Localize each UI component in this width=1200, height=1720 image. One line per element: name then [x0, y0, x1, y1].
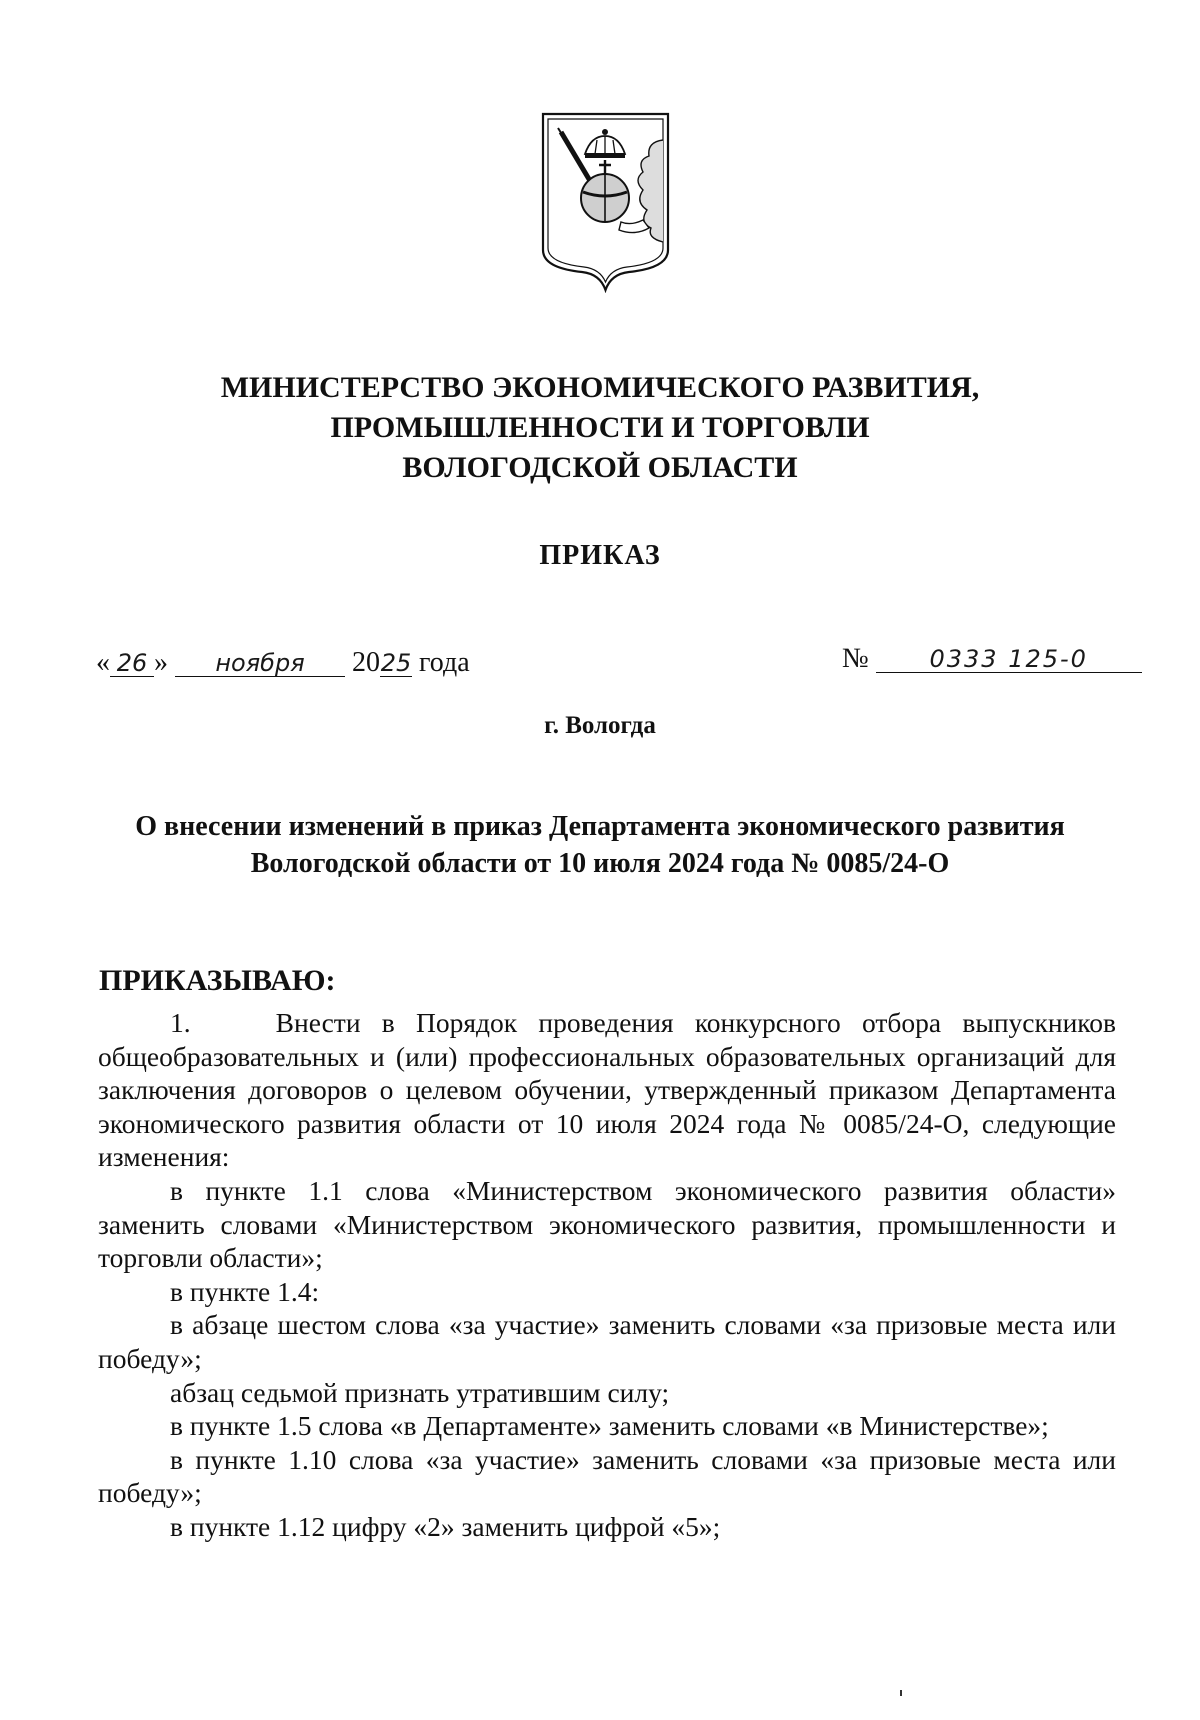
ministry-name-line-2: ПРОМЫШЛЕННОСТИ И ТОРГОВЛИ [330, 411, 870, 444]
body-paragraph: в пункте 1.12 цифру «2» заменить цифрой «5»; [170, 1510, 721, 1542]
date-open-quote: « [96, 647, 110, 678]
vologda-coat-of-arms-icon [539, 110, 672, 293]
order-verb: ПРИКАЗЫВАЮ: [99, 964, 336, 997]
ministry-name-line-3: ВОЛОГОДСКОЙ ОБЛАСТИ [402, 451, 798, 484]
ministry-name-line-1: МИНИСТЕРСТВО ЭКОНОМИЧЕСКОГО РАЗВИТИЯ, [220, 371, 980, 404]
body-paragraph: в пункте 1.5 слова «в Департаменте» заменить словами «в Министерстве»; [170, 1410, 1049, 1442]
number-label: № [842, 643, 869, 674]
ministry-name [100, 368, 1100, 488]
document-body [98, 1006, 1116, 1544]
document-city: г. Вологда [544, 712, 656, 739]
date-year-suffix: 25 [380, 649, 412, 677]
number-value: 0333 125-0 [876, 646, 1142, 673]
date-year-prefix: 20 [352, 647, 380, 678]
body-paragraph: 1. Внести в Порядок проведения конкурсного отбора выпускников общеобразовательных и (или) профессиональных образовательных организаций для заключения договоров о целевом обучении, утвержденный приказом Департамента экономического развития области от 10 июля 2024 года № 0085/24-О, следующие изменения: [98, 1007, 1116, 1173]
subject-line-1: О внесении изменений в приказ Департамента экономического развития [135, 811, 1065, 842]
document-date [96, 647, 470, 679]
date-year-word: года [419, 647, 470, 678]
body-paragraph: в пункте 1.4: [170, 1275, 320, 1307]
date-day: 26 [110, 650, 154, 677]
document-type: ПРИКАЗ [539, 540, 661, 571]
document-subject [100, 808, 1100, 882]
scan-speck [900, 1690, 902, 1696]
body-paragraph: в пункте 1.1 слова «Министерством экономического развития области» заменить словами «Министерством экономического развития, промышленности и торговли области»; [98, 1174, 1116, 1274]
document-number [842, 643, 1142, 675]
body-paragraph: в пункте 1.10 слова «за участие» заменить словами «за призовые места или победу»; [98, 1443, 1116, 1509]
date-close-quote: » [154, 647, 168, 678]
subject-line-2: Вологодской области от 10 июля 2024 года № 0085/24-О [250, 848, 950, 879]
body-paragraph: абзац седьмой признать утратившим силу; [170, 1376, 670, 1408]
date-month: ноября [175, 650, 345, 677]
body-paragraph: в абзаце шестом слова «за участие» заменить словами «за призовые места или победу»; [98, 1309, 1116, 1374]
